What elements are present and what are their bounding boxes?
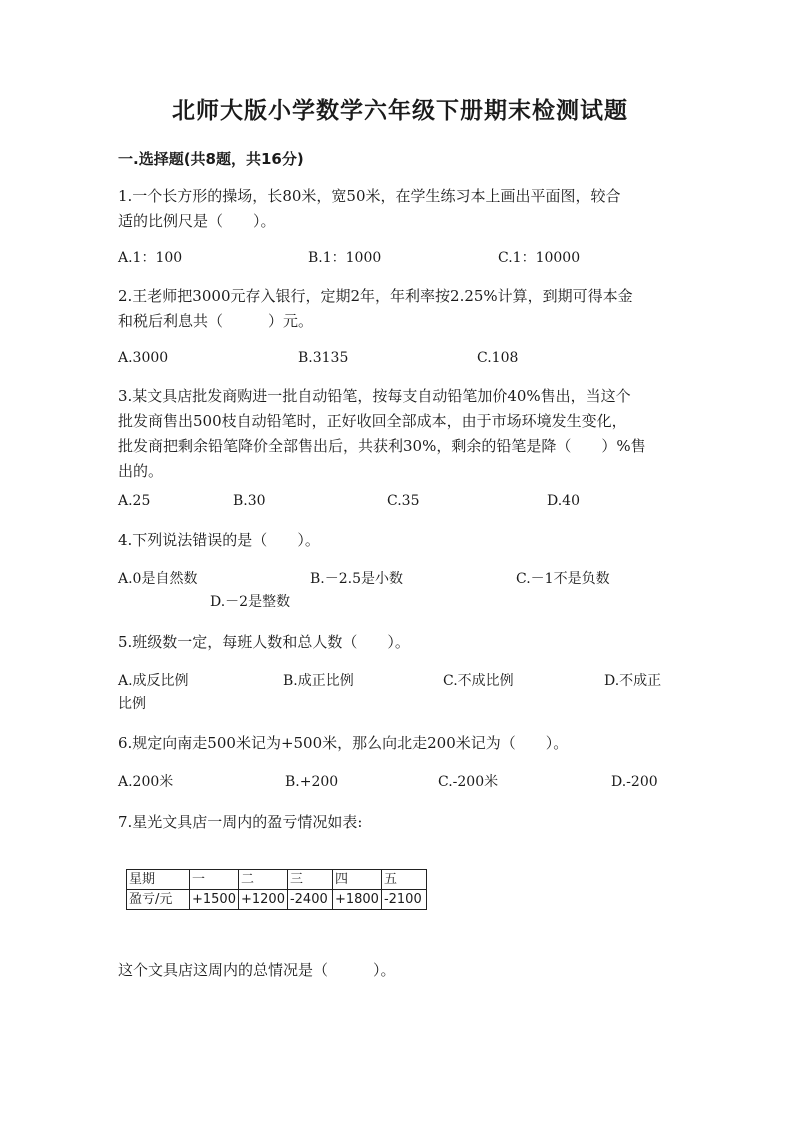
question-3-line-1: 3.某文具店批发商购进一批自动铅笔，按每支自动铅笔加价40%售出，当这个 bbox=[118, 387, 631, 405]
table-cell: 盈亏/元 bbox=[127, 890, 190, 910]
question-5-option-c[interactable]: C.不成比例 bbox=[443, 673, 514, 689]
question-4-option-c[interactable]: C.－1不是负数 bbox=[516, 571, 610, 587]
section-heading: 一.选择题(共8题，共16分) bbox=[118, 150, 304, 168]
question-3-option-a[interactable]: A.25 bbox=[118, 493, 151, 509]
question-1-option-c[interactable]: C.1：10000 bbox=[498, 250, 581, 266]
question-4-option-a[interactable]: A.0是自然数 bbox=[118, 571, 198, 587]
page-title: 北师大版小学数学六年级下册期末检测试题 bbox=[172, 98, 628, 124]
question-6-option-a[interactable]: A.200米 bbox=[118, 774, 174, 790]
question-5-option-a[interactable]: A.成反比例 bbox=[118, 673, 189, 689]
table-header-row bbox=[127, 870, 427, 890]
question-3-line-3: 批发商把剩余铅笔降价全部售出后，共获利30%，剩余的铅笔是降（ ）%售 bbox=[118, 437, 646, 455]
table-cell: 四 bbox=[332, 870, 381, 890]
question-5-option-d[interactable]: D.不成正 bbox=[604, 673, 662, 689]
table-cell: 星期 bbox=[127, 870, 190, 890]
question-4-option-b[interactable]: B.－2.5是小数 bbox=[310, 571, 404, 587]
question-3-line-4: 出的。 bbox=[118, 462, 164, 480]
question-5-option-d-continued: 比例 bbox=[118, 696, 146, 712]
question-3-option-b[interactable]: B.30 bbox=[233, 493, 266, 509]
question-3-option-c[interactable]: C.35 bbox=[387, 493, 420, 509]
table-cell: +1800 bbox=[332, 890, 381, 910]
question-2-option-c[interactable]: C.108 bbox=[477, 350, 519, 366]
question-5-line-1: 5.班级数一定，每班人数和总人数（ ）。 bbox=[118, 633, 410, 651]
question-2-option-a[interactable]: A.3000 bbox=[118, 350, 169, 366]
profit-loss-table bbox=[126, 869, 427, 910]
question-5-option-b[interactable]: B.成正比例 bbox=[283, 673, 354, 689]
table-cell: 三 bbox=[287, 870, 332, 890]
table-cell: -2100 bbox=[381, 890, 426, 910]
table-cell: 五 bbox=[381, 870, 426, 890]
question-4-option-d[interactable]: D.－2是整数 bbox=[210, 594, 291, 610]
question-6-option-c[interactable]: C.-200米 bbox=[438, 774, 499, 790]
question-7-line-2: 这个文具店这周内的总情况是（ ）。 bbox=[118, 961, 396, 979]
table-cell: -2400 bbox=[287, 890, 332, 910]
question-2-line-2: 和税后利息共（ ）元。 bbox=[118, 312, 314, 330]
table-cell: +1200 bbox=[238, 890, 287, 910]
question-2-line-1: 2.王老师把3000元存入银行，定期2年，年利率按2.25%计算，到期可得本金 bbox=[118, 287, 633, 305]
question-3-line-2: 批发商售出500枝自动铅笔时，正好收回全部成本，由于市场环境发生变化， bbox=[118, 412, 627, 430]
question-1-option-a[interactable]: A.1：100 bbox=[118, 250, 183, 266]
table-cell: 二 bbox=[238, 870, 287, 890]
question-6-line-1: 6.规定向南走500米记为+500米，那么向北走200米记为（ ）。 bbox=[118, 734, 569, 752]
question-1-line-1: 1.一个长方形的操场，长80米，宽50米，在学生练习本上画出平面图，较合 bbox=[118, 187, 621, 205]
table-row bbox=[127, 890, 427, 910]
question-4-line-1: 4.下列说法错误的是（ ）。 bbox=[118, 531, 320, 549]
question-1-line-2: 适的比例尺是（ ）。 bbox=[118, 212, 276, 230]
question-2-option-b[interactable]: B.3135 bbox=[298, 350, 349, 366]
table-cell: 一 bbox=[190, 870, 239, 890]
table-cell: +1500 bbox=[190, 890, 239, 910]
question-7-line-1: 7.星光文具店一周内的盈亏情况如表: bbox=[118, 813, 363, 831]
question-6-option-b[interactable]: B.+200 bbox=[285, 774, 339, 790]
question-1-option-b[interactable]: B.1：1000 bbox=[308, 250, 382, 266]
question-6-option-d[interactable]: D.-200 bbox=[611, 774, 658, 790]
question-3-option-d[interactable]: D.40 bbox=[547, 493, 580, 509]
